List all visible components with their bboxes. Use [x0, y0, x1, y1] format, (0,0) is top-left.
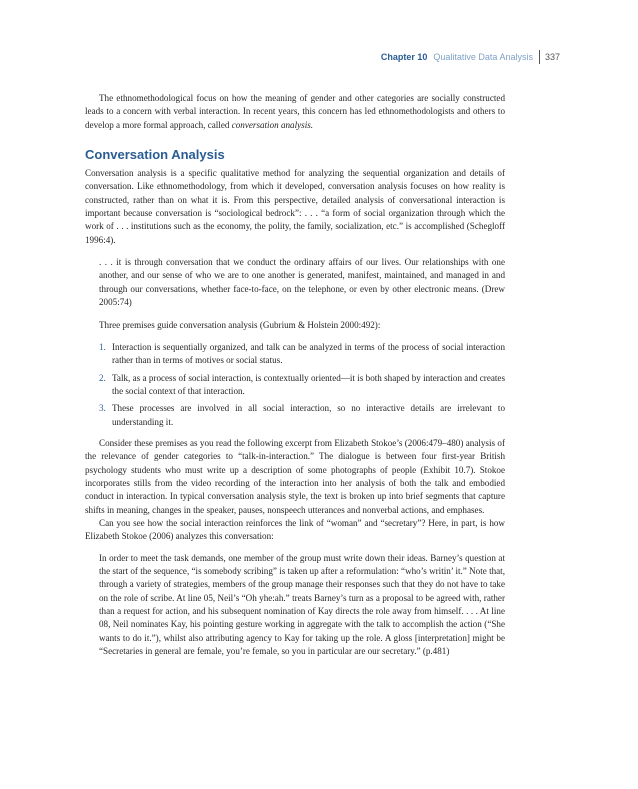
list-text: Interaction is sequentially organized, and talk can be analyzed in terms of the process of social interaction rather than in terms of motives or social status. [112, 341, 505, 366]
list-item [99, 372, 505, 399]
page-body [85, 92, 505, 658]
section-label: Qualitative Data Analysis [433, 52, 533, 62]
premises-intro: Three premises guide conversation analysis (Gubrium & Holstein 2000:492): [99, 320, 381, 331]
premises-list [85, 341, 505, 429]
intro-text: The ethnomethodological focus on how the meaning of gender and other categories are socially constructed leads to a concern with verbal interaction. In recent years, this concern has led ethnomethodologists and others to develop a more formal approach, called [85, 93, 505, 130]
list-number: 2. [99, 372, 106, 383]
block-quote-2: In order to meet the task demands, one member of the group must write down their ideas. Barney’s question at the start of the sequence, “is somebody scribing” is taken up after a reformulation: “who’s writin’ it.” Note that, through a variety of strategies, members of the group manage their responses such that they do not have to take on the role of scribe. At line 05, Neil’s “Oh yhe:ah.” treats Barney’s turn as a proposal to be agreed with, rather than a request for action, and his subsequent nomination of Kay directs the role away from himself. . . . At line 08, Neil nominates Kay, his pointing gesture working in aggregate with the talk to accomplish the action (“She wants to do it.”), whilst also attributing agency to Kay for taking up the role. A gloss [interpretation] might be “Secretaries in general are female, you’re female, so you in particular are our secretary.” (p.481) [99, 552, 505, 657]
list-number: 3. [99, 403, 106, 414]
list-number: 1. [99, 341, 106, 352]
list-item [99, 402, 505, 429]
block-quote-1: . . . it is through conversation that we conduct the ordinary affairs of our lives. Our relationships with one another, and our sense of who we are to one another is generated, manifest, maintained, and managed in and through our conversations, whether face-to-face, on the telephone, or even by other electronic means. (Drew 2005:74) [99, 257, 505, 308]
section-heading: Conversation Analysis [85, 147, 225, 163]
intro-emphasis: conversation analysis. [231, 119, 314, 130]
list-text: These processes are involved in all social interaction, so no interactive details are irrelevant to understanding it. [112, 403, 505, 427]
paragraph-1: Conversation analysis is a specific qualitative method for analyzing the sequential organization and details of conversation. Like ethnomethodology, from which it developed, conversation analysis focuses on how reality is constructed, rather than on what it is. From this perspective, detailed analysis of conversational interaction is important because conversation is “sociological bedrock”: . . . “a form of social organization through which the work of . . . institutions such as the economy, the polity, the family, socialization, etc.” is accomplished (Schegloff 1996:4). [85, 168, 505, 245]
intro-paragraph [85, 92, 505, 132]
running-header [381, 50, 560, 64]
list-item [99, 341, 505, 368]
chapter-label: Chapter 10 [380, 52, 428, 62]
paragraph-3: Can you see how the social interaction reinforces the link of “woman” and “secretary”? Here, in part, is how Elizabeth Stokoe (2006) analyzes this conversation: [85, 517, 505, 542]
page-number: 337 [539, 50, 560, 64]
list-text: Talk, as a process of social interaction, is contextually oriented—it is both shaped by interaction and creates the social context of that interaction. [112, 372, 505, 396]
paragraph-2: Consider these premises as you read the following excerpt from Elizabeth Stokoe’s (2006:479–480) analysis of the relevance of gender categories to “talk-in-interaction.” The dialogue is between four first-year British psychology students who must write up a description of some photographs of people (Exhibit 10.7). Stokoe incorporates stills from the video recording of the interaction into her analysis of both the talk and embodied conduct in interaction. In typical conversation analysis style, the text is broken up into brief segments that capture shifts in meaning, changes in the speaker, pauses, nonspeech utterances and nonverbal actions, and emphases. [85, 437, 505, 515]
